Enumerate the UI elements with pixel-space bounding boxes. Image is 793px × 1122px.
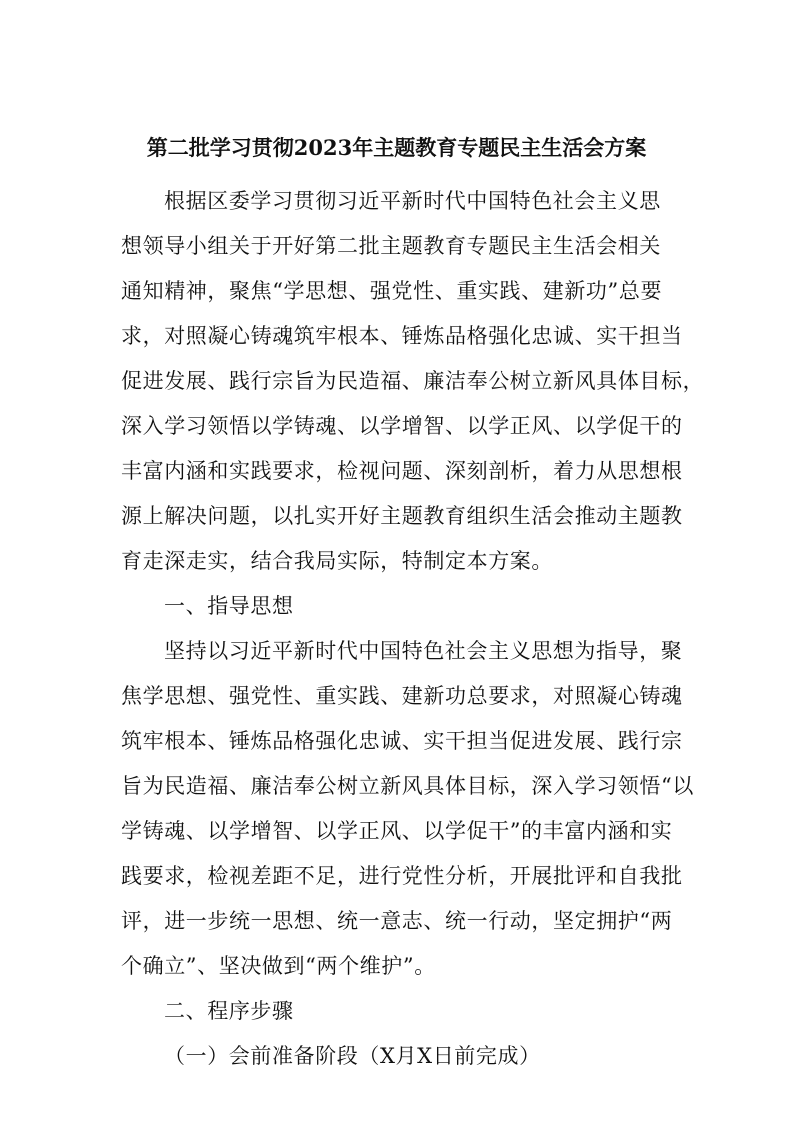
paragraph-line: 通知精神，聚焦“学思想、强党性、重实践、建新功”总要: [121, 279, 663, 303]
document-title: 第二批学习贯彻2023年主题教育专题民主生活会方案: [146, 135, 647, 160]
paragraph-line: 旨为民造福、廉洁奉公树立新风具体目标，深入学习领悟“以: [121, 774, 694, 798]
paragraph-line: 促进发展、践行宗旨为民造福、廉洁奉公树立新风具体目标，: [121, 369, 705, 393]
paragraph-line: 评，进一步统一思想、统一意志、统一行动，坚定拥护“两: [121, 909, 673, 933]
paragraph-line: 坚持以习近平新时代中国特色社会主义思想为指导，聚: [164, 639, 683, 663]
section-heading: 二、程序步骤: [164, 999, 294, 1023]
paragraph-line: 学铸魂、以学增智、以学正风、以学促干”的丰富内涵和实: [121, 819, 673, 843]
paragraph-line: 源上解决问题，以扎实开好主题教育组织生活会推动主题教: [121, 504, 683, 528]
paragraph-line: 筑牢根本、锤炼品格强化忠诚、实干担当促进发展、践行宗: [121, 729, 683, 753]
paragraph-line: 根据区委学习贯彻习近平新时代中国特色社会主义思: [164, 189, 661, 213]
paragraph-line: 丰富内涵和实践要求，检视问题、深刻剖析，着力从思想根: [121, 459, 683, 483]
paragraph-line: 想领导小组关于开好第二批主题教育专题民主生活会相关: [121, 234, 661, 258]
paragraph-line: 育走深走实，结合我局实际，特制定本方案。: [121, 549, 553, 573]
paragraph-line: 践要求，检视差距不足，进行党性分析，开展批评和自我批: [121, 864, 683, 888]
section-heading: 一、指导思想: [164, 594, 294, 618]
paragraph-line: 焦学思想、强党性、重实践、建新功总要求，对照凝心铸魂: [121, 684, 683, 708]
paragraph-line: 求，对照凝心铸魂筑牢根本、锤炼品格强化忠诚、实干担当: [121, 324, 683, 348]
paragraph-line: 深入学习领悟以学铸魂、以学增智、以学正风、以学促干的: [121, 414, 683, 438]
subsection-heading: （一）会前准备阶段（X月X日前完成）: [164, 1044, 541, 1068]
paragraph-line: 个确立”、坚决做到“两个维护”。: [121, 954, 436, 978]
